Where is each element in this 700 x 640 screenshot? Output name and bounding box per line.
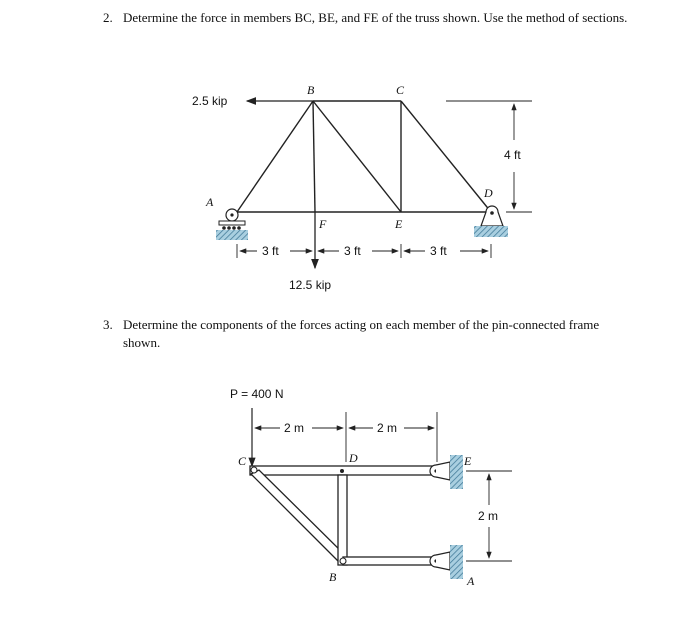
dim-2m-2-label: 2 m bbox=[377, 421, 398, 435]
member-cd bbox=[401, 101, 491, 212]
problem-2-text: Determine the force in members BC, BE, and FE of the truss shown. Use the method of sections. bbox=[123, 10, 628, 25]
member-cb bbox=[251, 470, 348, 563]
problem-2-number: 2. bbox=[103, 10, 113, 25]
support-a-frame bbox=[430, 545, 463, 579]
member-cde bbox=[250, 466, 440, 475]
support-e bbox=[430, 455, 463, 489]
span-3-label: 3 ft bbox=[430, 244, 447, 258]
dim-4ft-label: 4 ft bbox=[504, 148, 521, 162]
frame-figure bbox=[230, 387, 512, 588]
dim-frame-height-label: 2 m bbox=[478, 509, 499, 523]
support-d bbox=[474, 206, 508, 237]
span-1-label: 3 ft bbox=[262, 244, 279, 258]
member-bf bbox=[313, 101, 315, 212]
node-d-label: D bbox=[484, 186, 493, 200]
joint-c bbox=[251, 467, 257, 473]
dim-2m-1-label: 2 m bbox=[284, 421, 305, 435]
member-db bbox=[338, 475, 347, 565]
joint-b bbox=[340, 558, 346, 564]
node-a-label: A bbox=[206, 195, 214, 209]
truss-figure bbox=[192, 83, 532, 292]
load-12-5kip-label: 12.5 kip bbox=[289, 278, 332, 292]
node-c-label: C bbox=[396, 83, 405, 97]
support-a bbox=[216, 209, 248, 240]
node-e-label: E bbox=[395, 217, 403, 231]
frame-node-b-label: B bbox=[329, 570, 337, 584]
frame-node-e-label: E bbox=[464, 454, 472, 468]
frame-node-d-label: D bbox=[349, 451, 358, 465]
member-ab bbox=[237, 101, 313, 212]
problem-3-text: Determine the components of the forces acting on each member of the pin-connected frame shown. bbox=[123, 317, 600, 350]
member-be bbox=[313, 101, 401, 212]
node-f-label: F bbox=[319, 217, 327, 231]
problem-3-number: 3. bbox=[103, 317, 113, 332]
member-ba bbox=[343, 557, 440, 565]
load-p-label: P = 400 N bbox=[230, 387, 284, 401]
span-2-label: 3 ft bbox=[344, 244, 361, 258]
node-b-label: B bbox=[307, 83, 315, 97]
frame-node-a-label: A bbox=[467, 574, 475, 588]
joint-d bbox=[340, 469, 344, 473]
load-2-5kip-label: 2.5 kip bbox=[192, 94, 228, 108]
frame-node-c-label: C bbox=[238, 454, 247, 468]
